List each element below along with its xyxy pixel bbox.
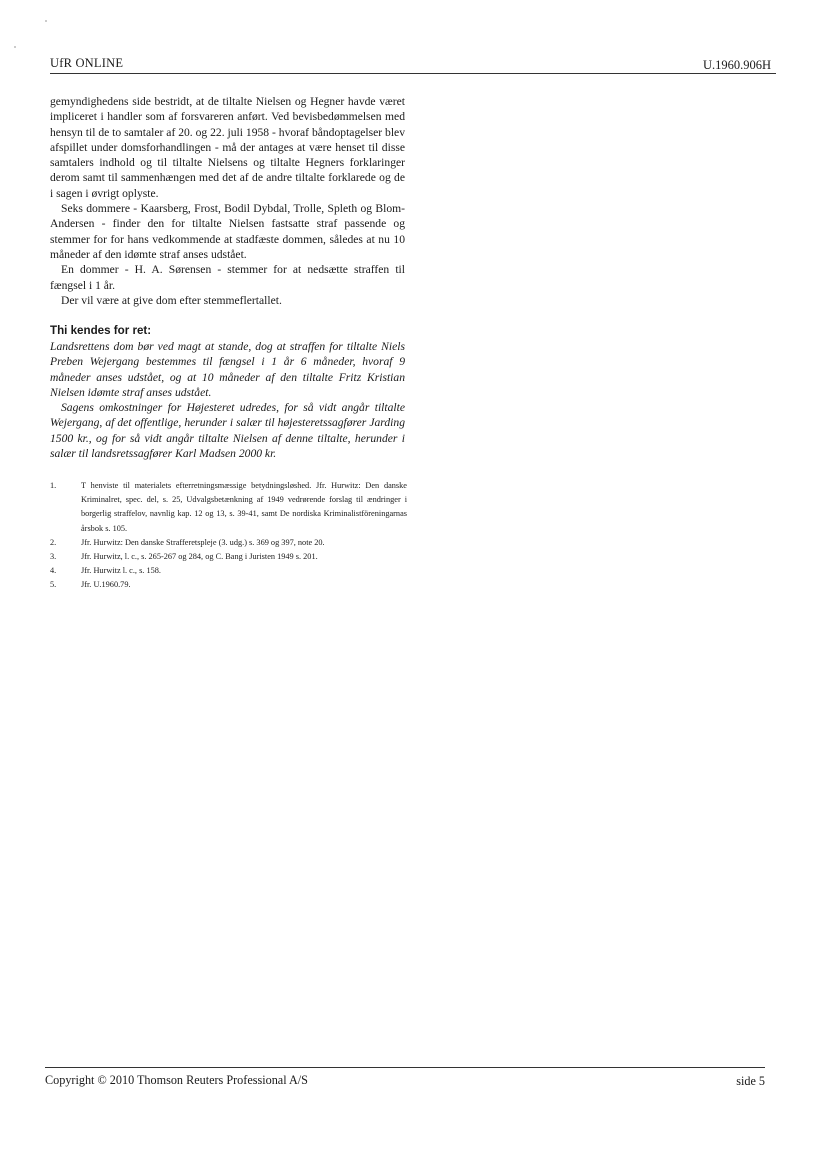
header-case-reference: U.1960.906H <box>702 58 771 72</box>
footnote-text: Jfr. Hurwitz, l. c., s. 265-267 og 284, og C. Bang i Juristen 1949 s. 201. <box>81 552 318 562</box>
footnote-number: 1. <box>50 481 57 490</box>
header-publication: UfR ONLINE <box>50 56 124 70</box>
verdict-paragraph: Sagens omkostninger for Højesteret udredes, for så vidt angår tiltalte Wejergang, af det offentlige, herunder i salær til højesteretssagfører Jarding 1500 kr., og for så vidt angår tiltalte Nielsen af denne tiltalte, herunder i salær til landsretssagfører Karl Madsen 2000 kr. <box>50 401 405 461</box>
footnote-number: 4. <box>50 566 57 576</box>
footnote-text: Jfr. Hurwitz l. c., s. 158. <box>81 566 161 576</box>
footnote-text: T henviste til materialets efterretningsmæssige betydningsløshed. Jfr. Hurwitz: Den danske Kriminalret, spec. del, s. 25, Udvalgsbetænkning af 1949 vedrørende forslag til ændringer i borgerlig straffelov, navnlig kap. 12 og 13, s. 39-41, samt De nordiska Kriminalistföreningarnas årsbok s. 105. <box>81 481 407 533</box>
scan-speck <box>45 20 47 22</box>
footnote-text: Jfr. U.1960.79. <box>81 580 131 590</box>
footnote-text: Jfr. Hurwitz: Den danske Strafferetspleje (3. udg.) s. 369 og 397, note 20. <box>81 537 325 547</box>
footnote-number: 2. <box>50 537 57 547</box>
footnote <box>50 564 407 578</box>
page-footer <box>45 1067 765 1092</box>
footnote-number: 3. <box>50 552 57 562</box>
body-paragraph: Der vil være at give dom efter stemmeflertallet. <box>61 293 282 307</box>
verdict-paragraph: Landsrettens dom bør ved magt at stande, dog at straffen for tiltalte Niels Preben Wejergang bestemmes til fængsel i 1 år 6 måneder, hvoraf 9 måneder anses udstået, og at 10 måneder af den tiltalte Fritz Kristian Nielsen idømte straf anses udstået. <box>50 340 405 399</box>
footnote <box>50 536 407 550</box>
judgment-body <box>50 94 405 308</box>
footnote <box>50 479 407 536</box>
footnote <box>50 578 407 592</box>
body-paragraph: Seks dommere - Kaarsberg, Frost, Bodil Dybdal, Trolle, Spleth og Blom-Andersen - finder den for tiltalte Nielsen fastsatte straf passende og stemmer for for hans vedkommende at stadfæste dommen, således at nu 10 måneder af den idømte straf anses udstået. <box>50 202 405 261</box>
footnote-number: 5. <box>50 580 57 590</box>
page-header <box>50 54 776 74</box>
body-paragraph: gemyndighedens side bestridt, at de tiltalte Nielsen og Hegner havde været impliceret i handler som af forsvareren anført. Ved bevisbedømmelsen med hensyn til de to samtaler af 20. og 22. juli 1958 - hvoraf båndoptagelser blev afspillet under domsforhandlingen - må der antages at være henset til disse samtalers indhold og til tiltalte Nielsens og tiltalte Hegners forklaringer derom samt til sammenhængen med det af de andre tiltalte forklarede og de i sagen i øvrigt oplyste. <box>50 95 405 200</box>
body-paragraph: En dommer - H. A. Sørensen - stemmer for at nedsætte straffen til fængsel i 1 år. <box>50 263 405 292</box>
verdict-heading: Thi kendes for ret: <box>50 324 152 337</box>
footnote <box>50 550 407 564</box>
verdict-text <box>50 339 405 461</box>
scan-speck <box>14 46 16 48</box>
footer-page-number: side 5 <box>736 1074 765 1088</box>
footer-copyright: Copyright © 2010 Thomson Reuters Professional A/S <box>45 1073 308 1087</box>
footnotes <box>50 479 407 593</box>
